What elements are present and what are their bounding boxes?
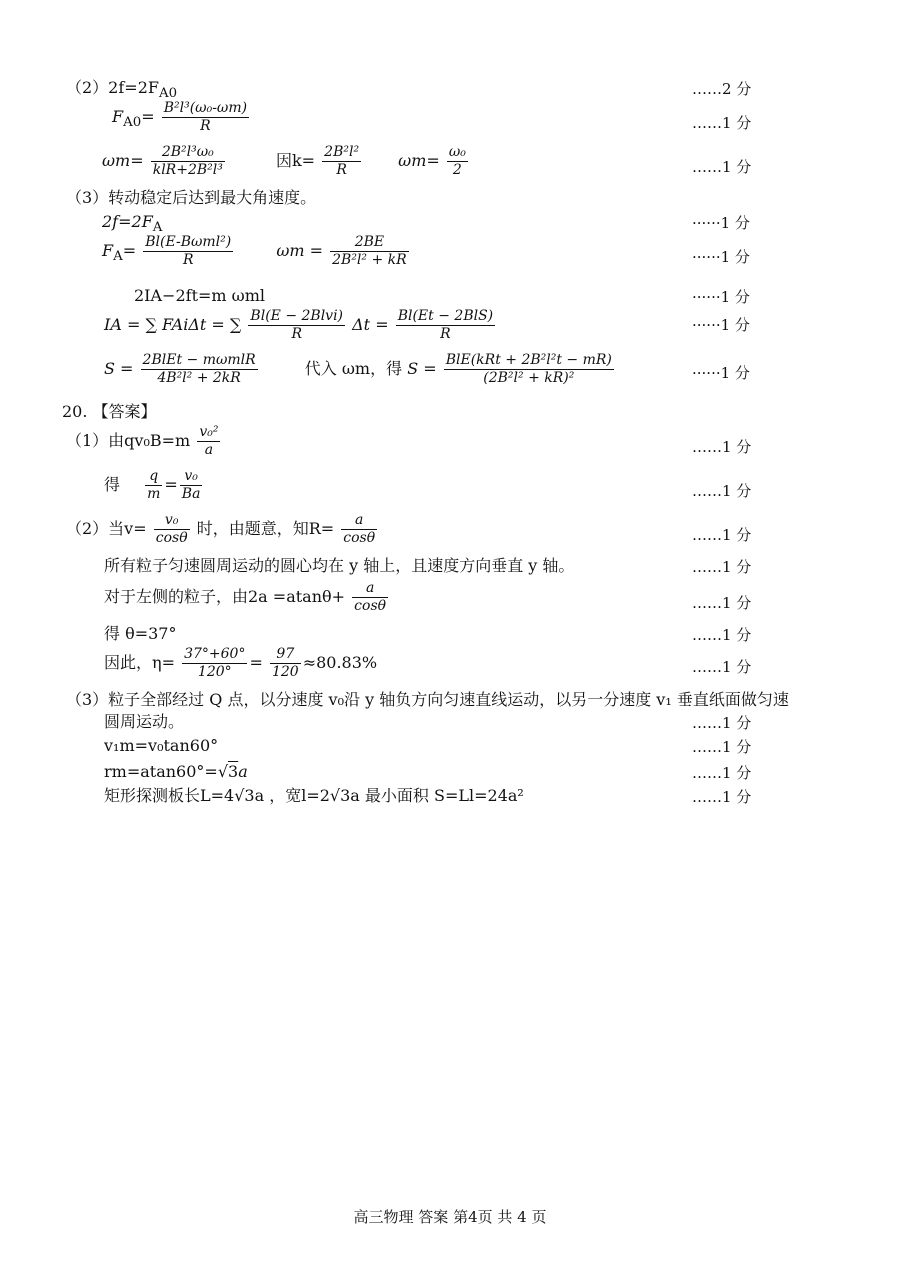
fraction [352,580,388,615]
numerator: a [341,512,377,530]
wm-result-lhs: ωm= [398,151,440,170]
denominator: cosθ [155,530,188,546]
fraction [151,144,225,179]
subscript: A0 [123,115,142,131]
fraction [330,234,409,269]
score-1: ……2 分 [692,80,752,98]
s-lhs: S = [104,359,134,378]
fraction [145,468,162,503]
fraction [143,234,233,269]
numerator: Bl(Et − 2BlS) [397,308,494,324]
fraction [197,424,220,459]
q20-part2a-mid: 时，由题意，知R= [196,519,335,538]
fraction [396,308,495,343]
eq-2f-text: 2f=2F [102,212,153,231]
q20-part2c-text: 对于左侧的粒子，由2a =atanθ+ [104,587,346,606]
numerator: q [145,468,162,486]
ia-mid: Δt = [352,315,389,334]
q20-part2a-text: （2）当v= [66,519,147,538]
fa-lhs: F [102,241,114,260]
sqrt-symbol: √ [217,762,229,781]
q20-part1-text: （1）由qv₀B=m [66,431,191,450]
fraction [270,646,301,681]
q20-part2b: 所有粒子匀速圆周运动的圆心均在 y 轴上，且速度方向垂直 y 轴。 [104,556,575,575]
score-2: ……1 分 [692,114,752,132]
page-footer: 高三物理 答案 第4页 共 4 页 [353,1208,547,1226]
denominator: R [182,252,194,268]
fraction [341,512,377,547]
ia-sum-lhs: IA = ∑ FAiΔt = ∑ [104,315,242,334]
denominator: 2B²l² + kR [332,252,407,268]
q20-part2a [66,512,379,547]
numerator: 37°+60° [184,646,246,662]
denominator: 2 [452,162,462,178]
score-5: ······1 分 [692,248,750,266]
wm-lhs: ωm= [102,151,144,170]
subscript: A [152,220,163,236]
equals: = [141,107,155,126]
de-text: 得 [104,475,121,494]
score-15: ……1 分 [692,658,752,676]
denominator: m [147,486,161,502]
score-14: ……1 分 [692,626,752,644]
ia-equation: 2IA−2ft=m ωml [134,286,265,305]
fraction [154,512,190,547]
score-7: ······1 分 [692,316,750,334]
wm2-lhs: ωm = [276,241,324,260]
score-3: ……1 分 [692,158,752,176]
denominator: cosθ [343,530,376,546]
score-9: ……1 分 [692,438,752,456]
numerator: 2BE [330,234,409,252]
q20-part3d-text: rm=atan60°= [104,762,218,781]
denominator: a [204,442,214,458]
numerator: 2B²l³ω₀ [151,144,225,162]
numerator: 2B²l² [324,144,360,160]
equals: = [164,475,178,494]
numerator: v₀² [199,424,219,440]
s2-lhs: S = [407,359,437,378]
q20-part2e-end: ≈80.83% [302,653,378,672]
fa0-equation [112,100,251,135]
numerator: v₀ [180,468,203,486]
q20-part2c [104,580,390,615]
s-equation [104,352,616,387]
numerator: 2BlEt − mωmlR [142,352,256,368]
score-16: ……1 分 [692,714,752,732]
numerator: 97 [270,646,301,664]
numerator: v₀ [154,512,190,530]
question-20-heading: 20. 【答案】 [62,402,157,421]
substitute-text: 代入 ωm，得 [304,359,403,378]
fraction [248,308,345,343]
q20-part3c: v₁m=v₀tan60° [104,736,219,755]
score-12: ……1 分 [692,558,752,576]
score-17: ……1 分 [692,738,752,756]
score-11: ……1 分 [692,526,752,544]
denominator: R [291,326,302,342]
score-4: ······1 分 [692,214,750,232]
fraction [180,468,203,503]
part-3-heading: （3）转动稳定后达到最大角速度。 [66,188,317,207]
denominator: R [440,326,451,342]
part-2-text: （2）2f=2F [66,78,159,97]
denominator: 4B²l² + 2kR [157,370,241,386]
numerator: B²l³(ω₀-ωm) [163,100,248,116]
score-19: ……1 分 [692,788,752,806]
numerator: a [352,580,388,598]
denominator: (2B²l² + kR)² [483,370,575,386]
fraction [444,352,614,387]
fraction [447,144,468,179]
denominator: cosθ [354,598,387,614]
subscript: A [113,249,123,265]
fraction [162,100,249,135]
numerator: Bl(E-Bωml²) [145,234,232,250]
q20-part3a: （3）粒子全部经过 Q 点，以分速度 v₀沿 y 轴负方向匀速直线运动，以另一分速度 v₁ 垂直纸面做匀速 [66,690,789,709]
numerator: ω₀ [448,144,466,160]
fraction [322,144,361,179]
q20-part3e: 矩形探测板长L=4√3a ，宽l=2√3a 最小面积 S=Ll=24a² [104,786,524,805]
fraction [182,646,247,681]
score-6: ······1 分 [692,288,750,306]
denominator: klR+2B²l³ [152,162,223,178]
denominator: 120 [271,664,299,680]
q20-part3b: 圆周运动。 [104,712,185,731]
subscript: A0 [158,86,178,102]
because-text: 因k= [275,151,316,170]
equals: = [122,241,137,260]
q20-part2e [104,646,377,681]
score-18: ……1 分 [692,764,752,782]
score-8: ······1 分 [692,364,750,382]
q20-part1 [66,424,222,459]
denominator: R [200,118,211,134]
q20-part2e-text: 因此，η= [104,653,175,672]
variable-a: a [238,762,248,781]
equals: = [249,653,263,672]
denominator: 120° [197,664,232,680]
numerator: BlE(kRt + 2B²l²t − mR) [445,352,612,368]
score-13: ……1 分 [692,594,752,612]
denominator: Ba [181,486,201,502]
wm-equation [102,144,470,179]
q20-result [104,468,204,503]
fa0-lhs: F [112,107,124,126]
fraction [141,352,258,387]
denominator: R [336,162,347,178]
q20-part2d: 得 θ=37° [104,624,177,643]
numerator: Bl(E − 2Blvi) [250,308,344,324]
radicand: 3 [228,762,239,781]
ia-sum-equation [104,308,497,343]
fa-equation [102,234,411,269]
score-10: ……1 分 [692,482,752,500]
q20-part3d [104,762,248,782]
